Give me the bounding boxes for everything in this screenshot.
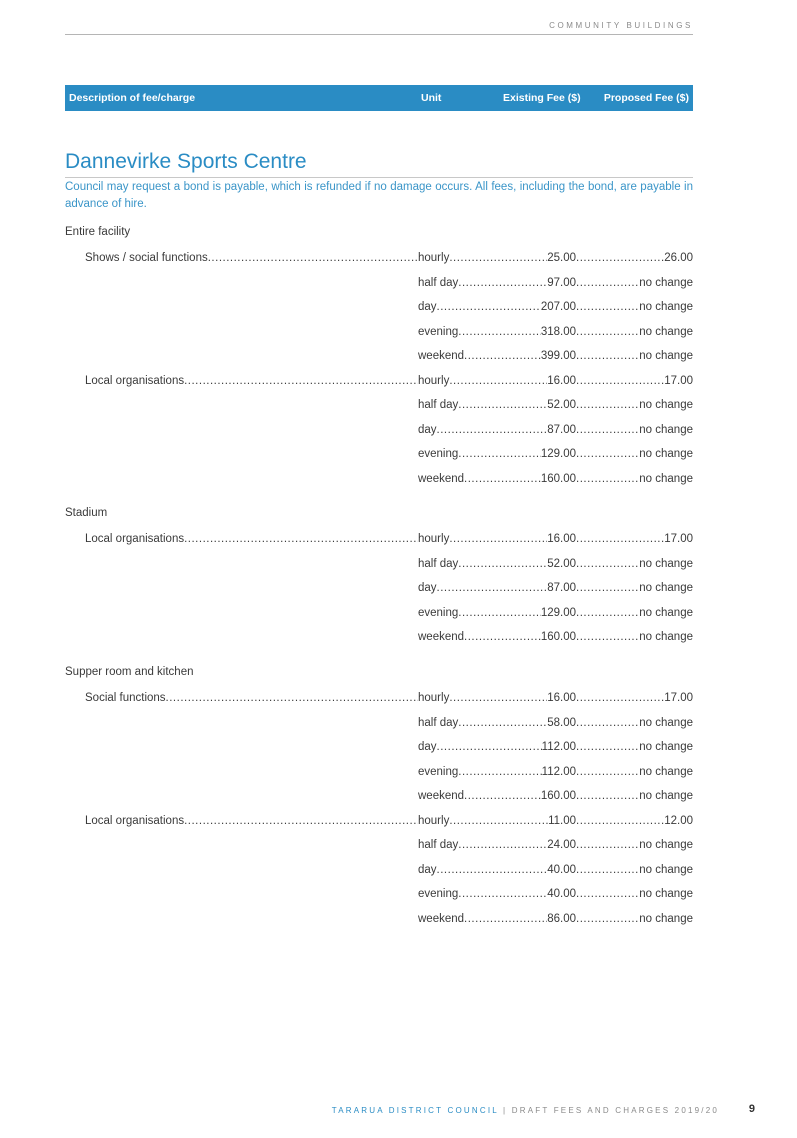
unit-text: day xyxy=(418,423,437,436)
row-proposed xyxy=(576,446,693,462)
unit-text: evening xyxy=(418,606,459,619)
dot-leader xyxy=(449,531,547,547)
row-unit-existing xyxy=(418,446,576,462)
dot-leader xyxy=(576,471,639,487)
proposed-fee: no change xyxy=(639,631,693,643)
row-description xyxy=(85,690,418,706)
unit-text: half day xyxy=(418,716,459,729)
existing-fee: 24.00 xyxy=(547,839,576,851)
table-row xyxy=(0,299,797,315)
proposed-fee: 17.00 xyxy=(664,374,693,387)
dot-leader xyxy=(449,813,548,829)
dot-leader xyxy=(576,764,639,780)
row-unit-existing xyxy=(418,715,576,731)
proposed-fee: no change xyxy=(639,325,693,338)
row-proposed xyxy=(576,397,693,413)
group-heading-supper-room: Supper room and kitchen xyxy=(65,666,194,678)
table-row xyxy=(0,715,797,731)
unit-text: day xyxy=(418,582,437,594)
row-proposed xyxy=(576,837,693,853)
row-proposed xyxy=(576,739,693,755)
table-row xyxy=(0,531,797,547)
proposed-fee: no change xyxy=(639,423,693,436)
dot-leader xyxy=(576,556,639,572)
dot-leader xyxy=(576,690,664,706)
proposed-fee: no change xyxy=(639,790,693,802)
row-proposed xyxy=(576,373,693,389)
dot-leader xyxy=(184,813,418,829)
unit-text: weekend xyxy=(418,350,465,362)
row-unit-existing xyxy=(418,471,576,487)
row-proposed xyxy=(576,556,693,572)
row-unit-existing xyxy=(418,348,576,364)
row-proposed xyxy=(576,788,693,804)
proposed-fee: 12.00 xyxy=(664,814,693,827)
dot-leader xyxy=(576,862,639,878)
table-row xyxy=(0,422,797,438)
unit-text: day xyxy=(418,741,437,753)
table-row xyxy=(0,580,797,596)
dot-leader xyxy=(458,324,541,340)
row-unit-existing xyxy=(418,788,576,804)
table-row xyxy=(0,739,797,755)
unit-text: hourly xyxy=(418,814,450,827)
row-proposed xyxy=(576,605,693,621)
row-unit-existing xyxy=(418,299,576,315)
existing-fee: 11.00 xyxy=(548,814,576,827)
unit-text: weekend xyxy=(418,631,465,643)
proposed-fee: 26.00 xyxy=(664,252,693,264)
unit-text: weekend xyxy=(418,790,465,802)
existing-fee: 160.00 xyxy=(540,631,576,643)
dot-leader xyxy=(576,886,639,902)
row-proposed xyxy=(576,348,693,364)
row-unit-existing xyxy=(418,397,576,413)
table-row xyxy=(0,471,797,487)
table-row xyxy=(0,275,797,291)
existing-fee: 58.00 xyxy=(547,716,576,729)
dot-leader xyxy=(458,397,547,413)
table-row xyxy=(0,788,797,804)
unit-text: weekend xyxy=(418,472,465,485)
dot-leader xyxy=(576,373,664,389)
dot-leader xyxy=(576,580,639,596)
row-unit-existing xyxy=(418,324,576,340)
dot-leader xyxy=(458,764,541,780)
existing-fee: 160.00 xyxy=(540,790,576,802)
row-unit-existing xyxy=(418,739,576,755)
existing-fee: 16.00 xyxy=(547,374,576,387)
unit-text: weekend xyxy=(418,912,465,925)
existing-fee: 16.00 xyxy=(547,533,576,545)
description-text: Local organisations xyxy=(85,814,185,827)
unit-text: day xyxy=(418,863,437,876)
proposed-fee: no change xyxy=(639,888,693,900)
section-rule xyxy=(65,177,693,178)
row-proposed xyxy=(576,422,693,438)
existing-fee: 112.00 xyxy=(541,765,576,778)
dot-leader xyxy=(449,373,547,389)
column-header-existing-fee: Existing Fee ($) xyxy=(503,92,581,104)
dot-leader xyxy=(458,446,541,462)
proposed-fee: no change xyxy=(639,839,693,851)
table-row xyxy=(0,556,797,572)
row-proposed xyxy=(576,629,693,645)
dot-leader xyxy=(576,837,639,853)
existing-fee: 52.00 xyxy=(547,399,576,411)
table-row xyxy=(0,324,797,340)
table-row xyxy=(0,629,797,645)
dot-leader xyxy=(576,813,664,829)
dot-leader xyxy=(464,348,541,364)
description-text: Local organisations xyxy=(85,374,185,387)
existing-fee: 87.00 xyxy=(547,423,576,436)
row-proposed xyxy=(576,764,693,780)
dot-leader xyxy=(458,556,547,572)
existing-fee: 40.00 xyxy=(547,888,576,900)
dot-leader xyxy=(576,911,639,927)
table-row xyxy=(0,690,797,706)
footer-organisation: TARARUA DISTRICT COUNCIL xyxy=(331,1106,499,1115)
row-proposed xyxy=(576,299,693,315)
existing-fee: 97.00 xyxy=(547,276,576,289)
dot-leader xyxy=(576,715,639,731)
header-rule xyxy=(65,34,693,35)
dot-leader xyxy=(184,531,418,547)
existing-fee: 40.00 xyxy=(547,863,576,876)
row-description xyxy=(85,531,418,547)
section-title: Dannevirke Sports Centre xyxy=(65,150,307,173)
row-proposed xyxy=(576,813,693,829)
row-description xyxy=(85,373,418,389)
table-row xyxy=(0,373,797,389)
dot-leader xyxy=(576,739,639,755)
row-unit-existing xyxy=(418,422,576,438)
proposed-fee: no change xyxy=(639,716,693,729)
table-row xyxy=(0,348,797,364)
existing-fee: 16.00 xyxy=(547,692,576,704)
dot-leader xyxy=(166,690,418,706)
existing-fee: 129.00 xyxy=(540,448,576,460)
dot-leader xyxy=(576,446,639,462)
row-proposed xyxy=(576,862,693,878)
row-proposed xyxy=(576,911,693,927)
group-heading-stadium: Stadium xyxy=(65,507,108,519)
row-unit-existing xyxy=(418,911,576,927)
page-footer xyxy=(332,1106,719,1115)
existing-fee: 112.00 xyxy=(541,741,576,753)
group-heading-entire-facility: Entire facility xyxy=(65,226,131,238)
unit-text: hourly xyxy=(418,692,450,704)
table-row xyxy=(0,764,797,780)
unit-text: half day xyxy=(418,276,459,289)
dot-leader xyxy=(184,373,418,389)
proposed-fee: no change xyxy=(639,399,693,411)
row-unit-existing xyxy=(418,605,576,621)
proposed-fee: 17.00 xyxy=(664,692,693,704)
table-row xyxy=(0,446,797,462)
dot-leader xyxy=(576,250,664,266)
unit-text: half day xyxy=(418,839,459,851)
unit-text: evening xyxy=(418,888,459,900)
page-number: 9 xyxy=(748,1103,755,1115)
dot-leader xyxy=(458,275,547,291)
row-unit-existing xyxy=(418,531,576,547)
dot-leader xyxy=(464,788,541,804)
dot-leader xyxy=(458,886,547,902)
existing-fee: 399.00 xyxy=(540,350,576,362)
row-unit-existing xyxy=(418,837,576,853)
table-row xyxy=(0,837,797,853)
row-unit-existing xyxy=(418,690,576,706)
unit-text: day xyxy=(418,301,437,313)
row-unit-existing xyxy=(418,275,576,291)
row-unit-existing xyxy=(418,862,576,878)
row-proposed xyxy=(576,715,693,731)
column-header-proposed-fee: Proposed Fee ($) xyxy=(603,92,689,104)
row-unit-existing xyxy=(418,373,576,389)
running-head: COMMUNITY BUILDINGS xyxy=(549,21,693,30)
dot-leader xyxy=(576,275,639,291)
row-unit-existing xyxy=(418,813,576,829)
proposed-fee: no change xyxy=(639,557,693,570)
table-row xyxy=(0,862,797,878)
column-header-description: Description of fee/charge xyxy=(69,92,196,104)
column-header-unit: Unit xyxy=(421,92,442,104)
dot-leader xyxy=(576,348,639,364)
dot-leader xyxy=(576,605,639,621)
table-row xyxy=(0,397,797,413)
dot-leader xyxy=(464,629,541,645)
proposed-fee: no change xyxy=(639,448,693,460)
row-proposed xyxy=(576,531,693,547)
table-row xyxy=(0,911,797,927)
unit-text: evening xyxy=(418,765,459,778)
dot-leader xyxy=(437,580,548,596)
unit-text: hourly xyxy=(418,533,450,545)
dot-leader xyxy=(449,250,547,266)
section-intro: Council may request a bond is payable, which is refunded if no damage occurs. All fees, including the bond, are payable in advance of hire. xyxy=(65,181,693,210)
dot-leader xyxy=(576,397,639,413)
proposed-fee: 17.00 xyxy=(664,533,693,545)
dot-leader xyxy=(576,531,664,547)
existing-fee: 25.00 xyxy=(547,252,576,264)
row-unit-existing xyxy=(418,556,576,572)
unit-text: half day xyxy=(418,399,459,411)
existing-fee: 129.00 xyxy=(540,606,576,619)
unit-text: hourly xyxy=(418,374,450,387)
unit-text: evening xyxy=(418,448,459,460)
dot-leader xyxy=(208,250,418,266)
existing-fee: 318.00 xyxy=(540,325,576,338)
dot-leader xyxy=(458,605,541,621)
row-proposed xyxy=(576,580,693,596)
description-text: Social functions xyxy=(85,692,166,704)
row-proposed xyxy=(576,275,693,291)
proposed-fee: no change xyxy=(639,350,693,362)
table-row xyxy=(0,886,797,902)
description-text: Local organisations xyxy=(85,533,185,545)
row-unit-existing xyxy=(418,764,576,780)
dot-leader xyxy=(576,629,639,645)
proposed-fee: no change xyxy=(639,472,693,485)
proposed-fee: no change xyxy=(639,276,693,289)
table-row xyxy=(0,250,797,266)
table-row xyxy=(0,605,797,621)
dot-leader xyxy=(464,471,541,487)
proposed-fee: no change xyxy=(639,582,693,594)
row-description xyxy=(85,250,418,266)
dot-leader xyxy=(576,324,639,340)
existing-fee: 87.00 xyxy=(547,582,576,594)
proposed-fee: no change xyxy=(639,912,693,925)
unit-text: hourly xyxy=(418,252,450,264)
footer-separator: | xyxy=(503,1106,508,1115)
row-proposed xyxy=(576,324,693,340)
fee-table-header xyxy=(65,85,693,111)
dot-leader xyxy=(437,862,548,878)
dot-leader xyxy=(464,911,547,927)
footer-document-title: DRAFT FEES AND CHARGES 2019/20 xyxy=(511,1106,719,1115)
dot-leader xyxy=(458,837,547,853)
row-proposed xyxy=(576,250,693,266)
proposed-fee: no change xyxy=(639,765,693,778)
existing-fee: 86.00 xyxy=(547,912,576,925)
row-description xyxy=(85,813,418,829)
description-text: Shows / social functions xyxy=(85,252,208,264)
row-proposed xyxy=(576,690,693,706)
row-unit-existing xyxy=(418,886,576,902)
dot-leader xyxy=(458,715,547,731)
unit-text: evening xyxy=(418,325,459,338)
dot-leader xyxy=(576,422,639,438)
dot-leader xyxy=(437,739,542,755)
dot-leader xyxy=(437,299,541,315)
unit-text: half day xyxy=(418,557,459,570)
row-unit-existing xyxy=(418,629,576,645)
row-proposed xyxy=(576,886,693,902)
row-unit-existing xyxy=(418,580,576,596)
dot-leader xyxy=(449,690,547,706)
dot-leader xyxy=(576,788,639,804)
existing-fee: 52.00 xyxy=(547,557,576,570)
proposed-fee: no change xyxy=(639,863,693,876)
row-unit-existing xyxy=(418,250,576,266)
dot-leader xyxy=(437,422,548,438)
dot-leader xyxy=(576,299,639,315)
row-proposed xyxy=(576,471,693,487)
proposed-fee: no change xyxy=(639,301,693,313)
table-row xyxy=(0,813,797,829)
existing-fee: 160.00 xyxy=(540,472,576,485)
proposed-fee: no change xyxy=(639,741,693,753)
proposed-fee: no change xyxy=(639,606,693,619)
existing-fee: 207.00 xyxy=(540,301,576,313)
